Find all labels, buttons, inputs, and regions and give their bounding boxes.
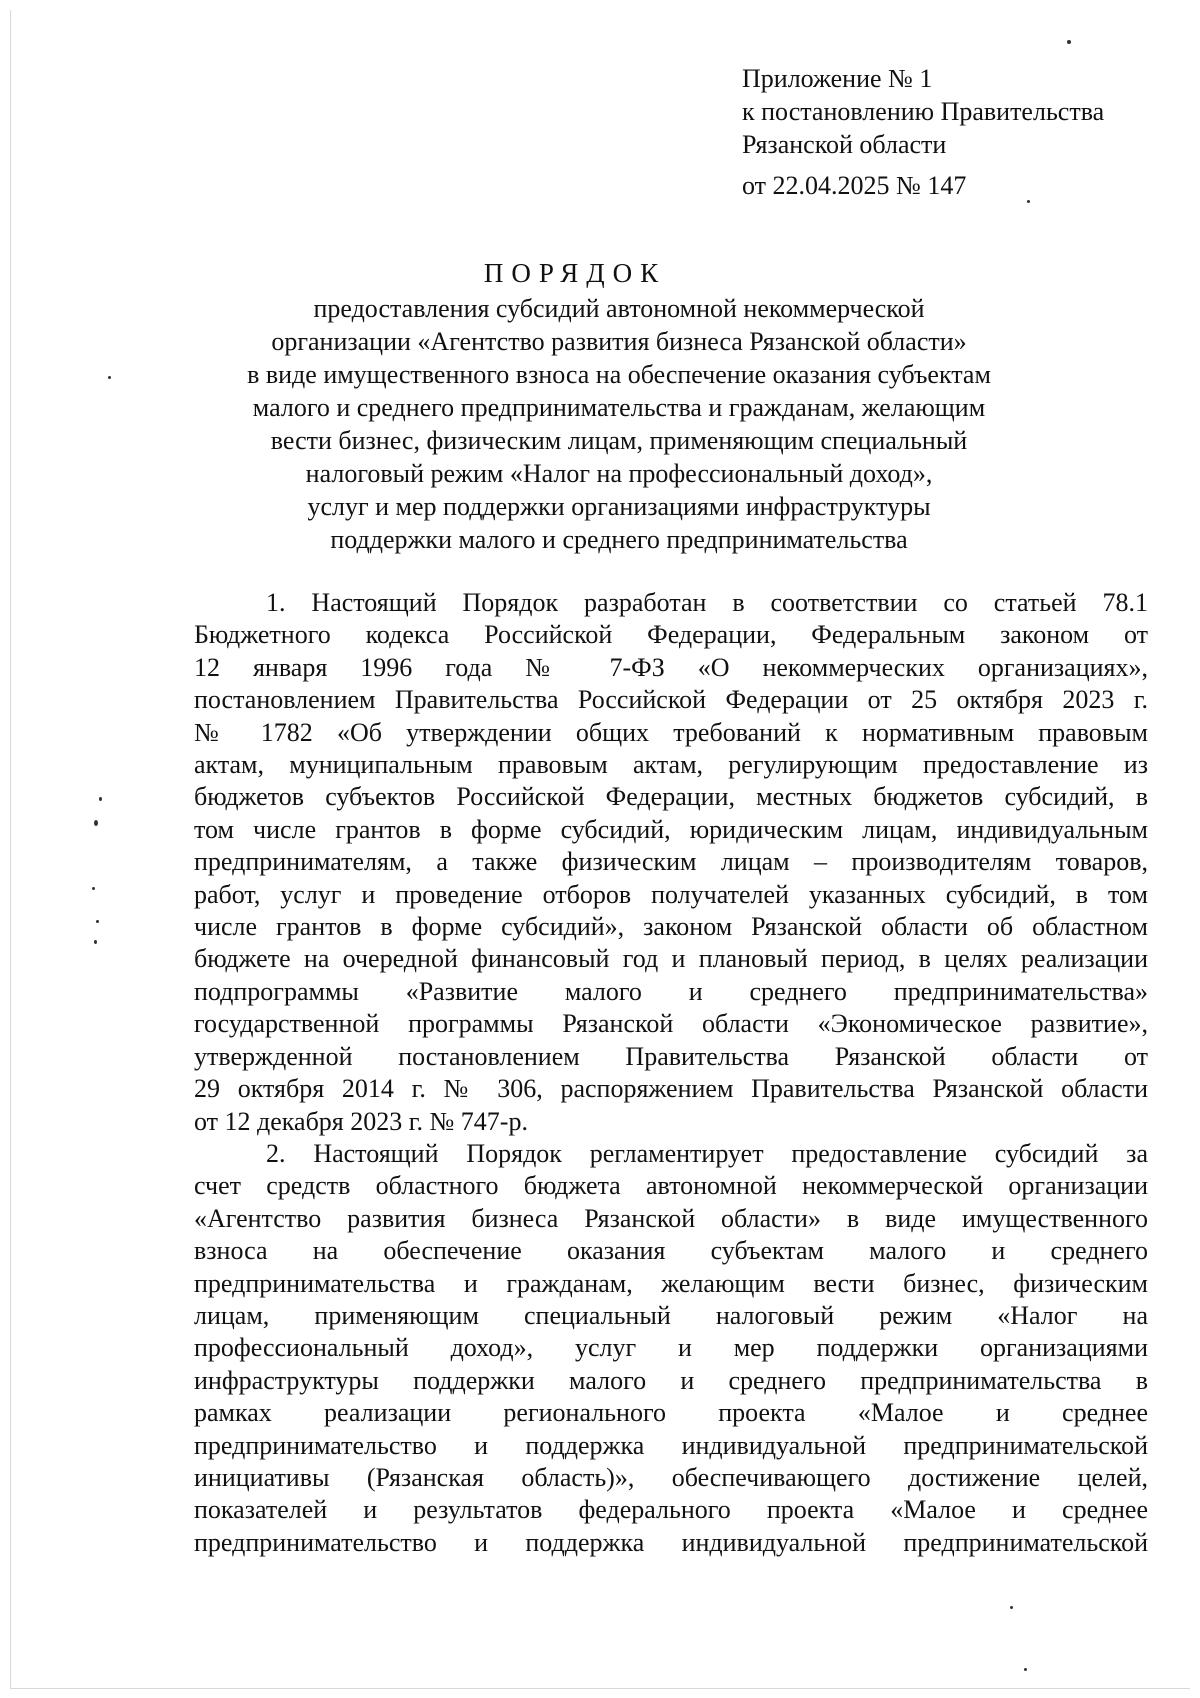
paragraph-line: профессиональный доход», услуг и мер поддержки организациями: [194, 1333, 1148, 1363]
paragraph-line: взноса на обеспечение оказания субъектам малого и среднего: [194, 1236, 1148, 1266]
scan-speck: [94, 940, 97, 944]
paragraph-line: 1. Настоящий Порядок разработан в соответствии со статьей 78.1: [266, 588, 1148, 617]
document-title: ПОРЯДОК: [483, 258, 667, 288]
paragraph-line: «Агентство развития бизнеса Рязанской области» в виде имущественного: [194, 1203, 1148, 1233]
paragraph-line: предпринимательство и поддержка индивидуальной предпринимательской: [194, 1527, 1148, 1557]
paragraph-2: [194, 1138, 1148, 1559]
scan-edge-bottom: [10, 1688, 1190, 1689]
annex-reference: к постановлению Правительства: [742, 97, 1105, 126]
subtitle-line: организации «Агентство развития бизнеса Рязанской области»: [271, 327, 967, 356]
scan-edge-left: [10, 10, 11, 1688]
paragraph-line: числе грантов в форме субсидий», законом Рязанской области об областном: [194, 912, 1148, 942]
annex-header: [742, 62, 1162, 202]
subtitle-line: в виде имущественного взноса на обеспечение оказания субъектам: [247, 360, 991, 389]
paragraph-line: бюджете на очередной финансовый год и плановый период, в целях реализации: [194, 944, 1148, 974]
paragraph-line: работ, услуг и проведение отборов получателей указанных субсидий, в том: [194, 879, 1148, 909]
annex-date: от 22.04.2025 № 147: [742, 171, 967, 200]
paragraph-line: 29 октября 2014 г. № 306, распоряжением Правительства Рязанской области: [194, 1074, 1148, 1104]
paragraph-line: подпрограммы «Развитие малого и среднего предпринимательства»: [194, 976, 1148, 1006]
scan-speck: [1010, 1606, 1013, 1609]
scan-speck: [1067, 40, 1071, 44]
subtitle-line: малого и среднего предпринимательства и гражданам, желающим: [252, 393, 986, 422]
paragraph-line: том числе грантов в форме субсидий, юридическим лицам, индивидуальным: [194, 814, 1148, 844]
paragraph-line: инфраструктуры поддержки малого и среднего предпринимательства в: [194, 1365, 1148, 1395]
paragraph-line: 12 января 1996 года № 7-ФЗ «О некоммерческих организациях»,: [194, 652, 1148, 682]
subtitle-line: поддержки малого и среднего предпринимательства: [330, 525, 908, 554]
paragraph-line: государственной программы Рязанской области «Экономическое развитие»,: [194, 1009, 1148, 1039]
document-body: [194, 587, 1148, 1559]
paragraph-line: актам, муниципальным правовым актам, регулирующим предоставление из: [194, 750, 1148, 780]
paragraph-line: постановлением Правительства Российской Федерации от 25 октября 2023 г.: [194, 685, 1148, 715]
paragraph-line: 2. Настоящий Порядок регламентирует предоставление субсидий за: [266, 1138, 1148, 1168]
scan-speck: [94, 820, 98, 826]
scan-speck: [99, 797, 102, 801]
document-subtitle: [190, 292, 1048, 556]
paragraph-line: показателей и результатов федерального проекта «Малое и среднее: [194, 1495, 1148, 1525]
paragraph-line: инициативы (Рязанская область)», обеспечивающего достижение целей,: [194, 1462, 1148, 1492]
paragraph-line: утвержденной постановлением Правительства Рязанской области от: [194, 1041, 1148, 1071]
subtitle-line: услуг и мер поддержки организациями инфраструктуры: [307, 492, 931, 521]
scan-speck: [108, 376, 111, 379]
paragraph-line: лицам, применяющим специальный налоговый режим «Налог на: [194, 1300, 1148, 1330]
scan-speck: [92, 887, 95, 890]
paragraph-1: [194, 587, 1148, 1138]
paragraph-line: предпринимателям, а также физическим лицам – производителям товаров,: [194, 847, 1148, 877]
paragraph-line: № 1782 «Об утверждении общих требований к нормативным правовым: [194, 717, 1148, 747]
paragraph-line: счет средств областного бюджета автономной некоммерческой организации: [194, 1171, 1148, 1201]
paragraph-line: рамках реализации регионального проекта «Малое и среднее: [194, 1398, 1148, 1428]
subtitle-line: вести бизнес, физическим лицам, применяющим специальный: [270, 426, 968, 455]
annex-region: Рязанской области: [742, 130, 947, 159]
subtitle-line: налоговый режим «Налог на профессиональный доход»,: [305, 459, 933, 488]
annex-number: Приложение № 1: [742, 64, 933, 93]
paragraph-line: бюджетов субъектов Российской Федерации, местных бюджетов субсидий, в: [194, 782, 1148, 812]
paragraph-line: Бюджетного кодекса Российской Федерации, Федеральным законом от: [194, 620, 1148, 650]
paragraph-line: предпринимательства и гражданам, желающим вести бизнес, физическим: [194, 1268, 1148, 1298]
scan-speck: [96, 920, 99, 923]
paragraph-line: от 12 декабря 2023 г. № 747-р.: [194, 1106, 528, 1136]
subtitle-line: предоставления субсидий автономной некоммерческой: [313, 294, 925, 323]
scan-speck: [1024, 1668, 1027, 1671]
paragraph-line: предпринимательство и поддержка индивидуальной предпринимательской: [194, 1430, 1148, 1460]
